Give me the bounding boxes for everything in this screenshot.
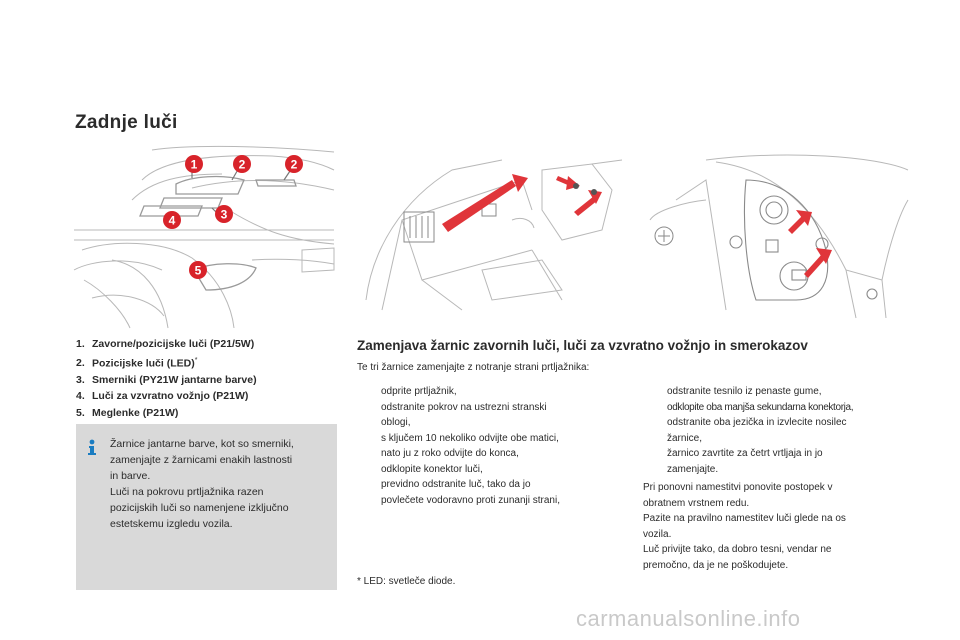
rear-lamp-unit-illustration [646,150,914,320]
marker-1-label: 1 [190,157,198,172]
section-title: Zamenjava žarnic zavornih luči, luči za vzvratno vožnjo in smerokazov [357,338,808,353]
rear-lights-illustration [72,140,338,330]
legend-item: 5. Meglenke (P21W) [76,406,179,419]
marker-2b-label: 2 [290,157,298,172]
reinstall-note: Pri ponovni namestitvi ponovite postopek v obratnem vrstnem redu. Pazite na pravilno namestitev luči glede na os vozila. Luč privijte tako, da dobro tesni, vendar ne premočno, da je ne poškodujete. [643,482,846,571]
step-item: odklopite konektor luči, [381,463,483,475]
steps-list-col2 [643,384,908,477]
footnote: * LED: svetleče diode. [357,576,456,587]
marker-4-label: 4 [168,213,176,228]
arrows [442,174,602,232]
info-icon [83,438,101,456]
trunk-interior-illustration [362,150,630,320]
step-item: žarnico zavrtite za četrt vrtljaja in jo zamenjajte. [667,448,823,475]
marker-2a-label: 2 [238,157,246,172]
steps-list-col1 [357,384,612,508]
step-item: odklopite oba manjša sekundarna konektorja, [667,401,854,413]
step-item: odstranite oba jezička in izvlecite nosilec žarnice, [667,417,847,444]
legend-item: 3. Smerniki (PY21W jantarne barve) [76,373,257,386]
legend-item: 4. Luči za vzvratno vožnjo (P21W) [76,390,249,402]
info-note-box [76,424,337,590]
section-intro: Te tri žarnice zamenjajte z notranje strani prtljažnika: [357,362,590,373]
marker-5-label: 5 [194,263,202,278]
step-item: previdno odstranite luč, tako da jo povlečete vodoravno proti zunanji strani, [381,479,560,506]
step-item: odprite prtljažnik, [381,386,457,397]
lamp-legend-list [76,336,336,421]
number-markers [163,155,303,279]
step-item: odstranite pokrov na ustrezni stranski oblogi, [381,401,547,428]
legend-item: 1. Zavorne/pozicijske luči (P21/5W) [76,338,255,350]
step-item: s ključem 10 nekoliko odvijte obe matici, nato ju z roko odvijte do konca, [381,432,559,459]
step-item: odstranite tesnilo iz penaste gume, [667,386,822,397]
marker-3-label: 3 [220,207,228,222]
page-title: Zadnje luči [75,112,178,133]
info-note-text: Žarnice jantarne barve, kot so smerniki, zamenjajte z žarnicami enakih lastnosti in barve. Luči na pokrovu prtljažnika razen pozicijskih luči so namenjene izključno estetskemu izgledu vozila. [110,438,294,530]
arrows [788,210,832,278]
legend-item: 2. Pozicijske luči (LED)* [76,356,198,369]
watermark: carmanualsonline.info [576,606,801,631]
arrow-trunk-icon [442,180,516,232]
